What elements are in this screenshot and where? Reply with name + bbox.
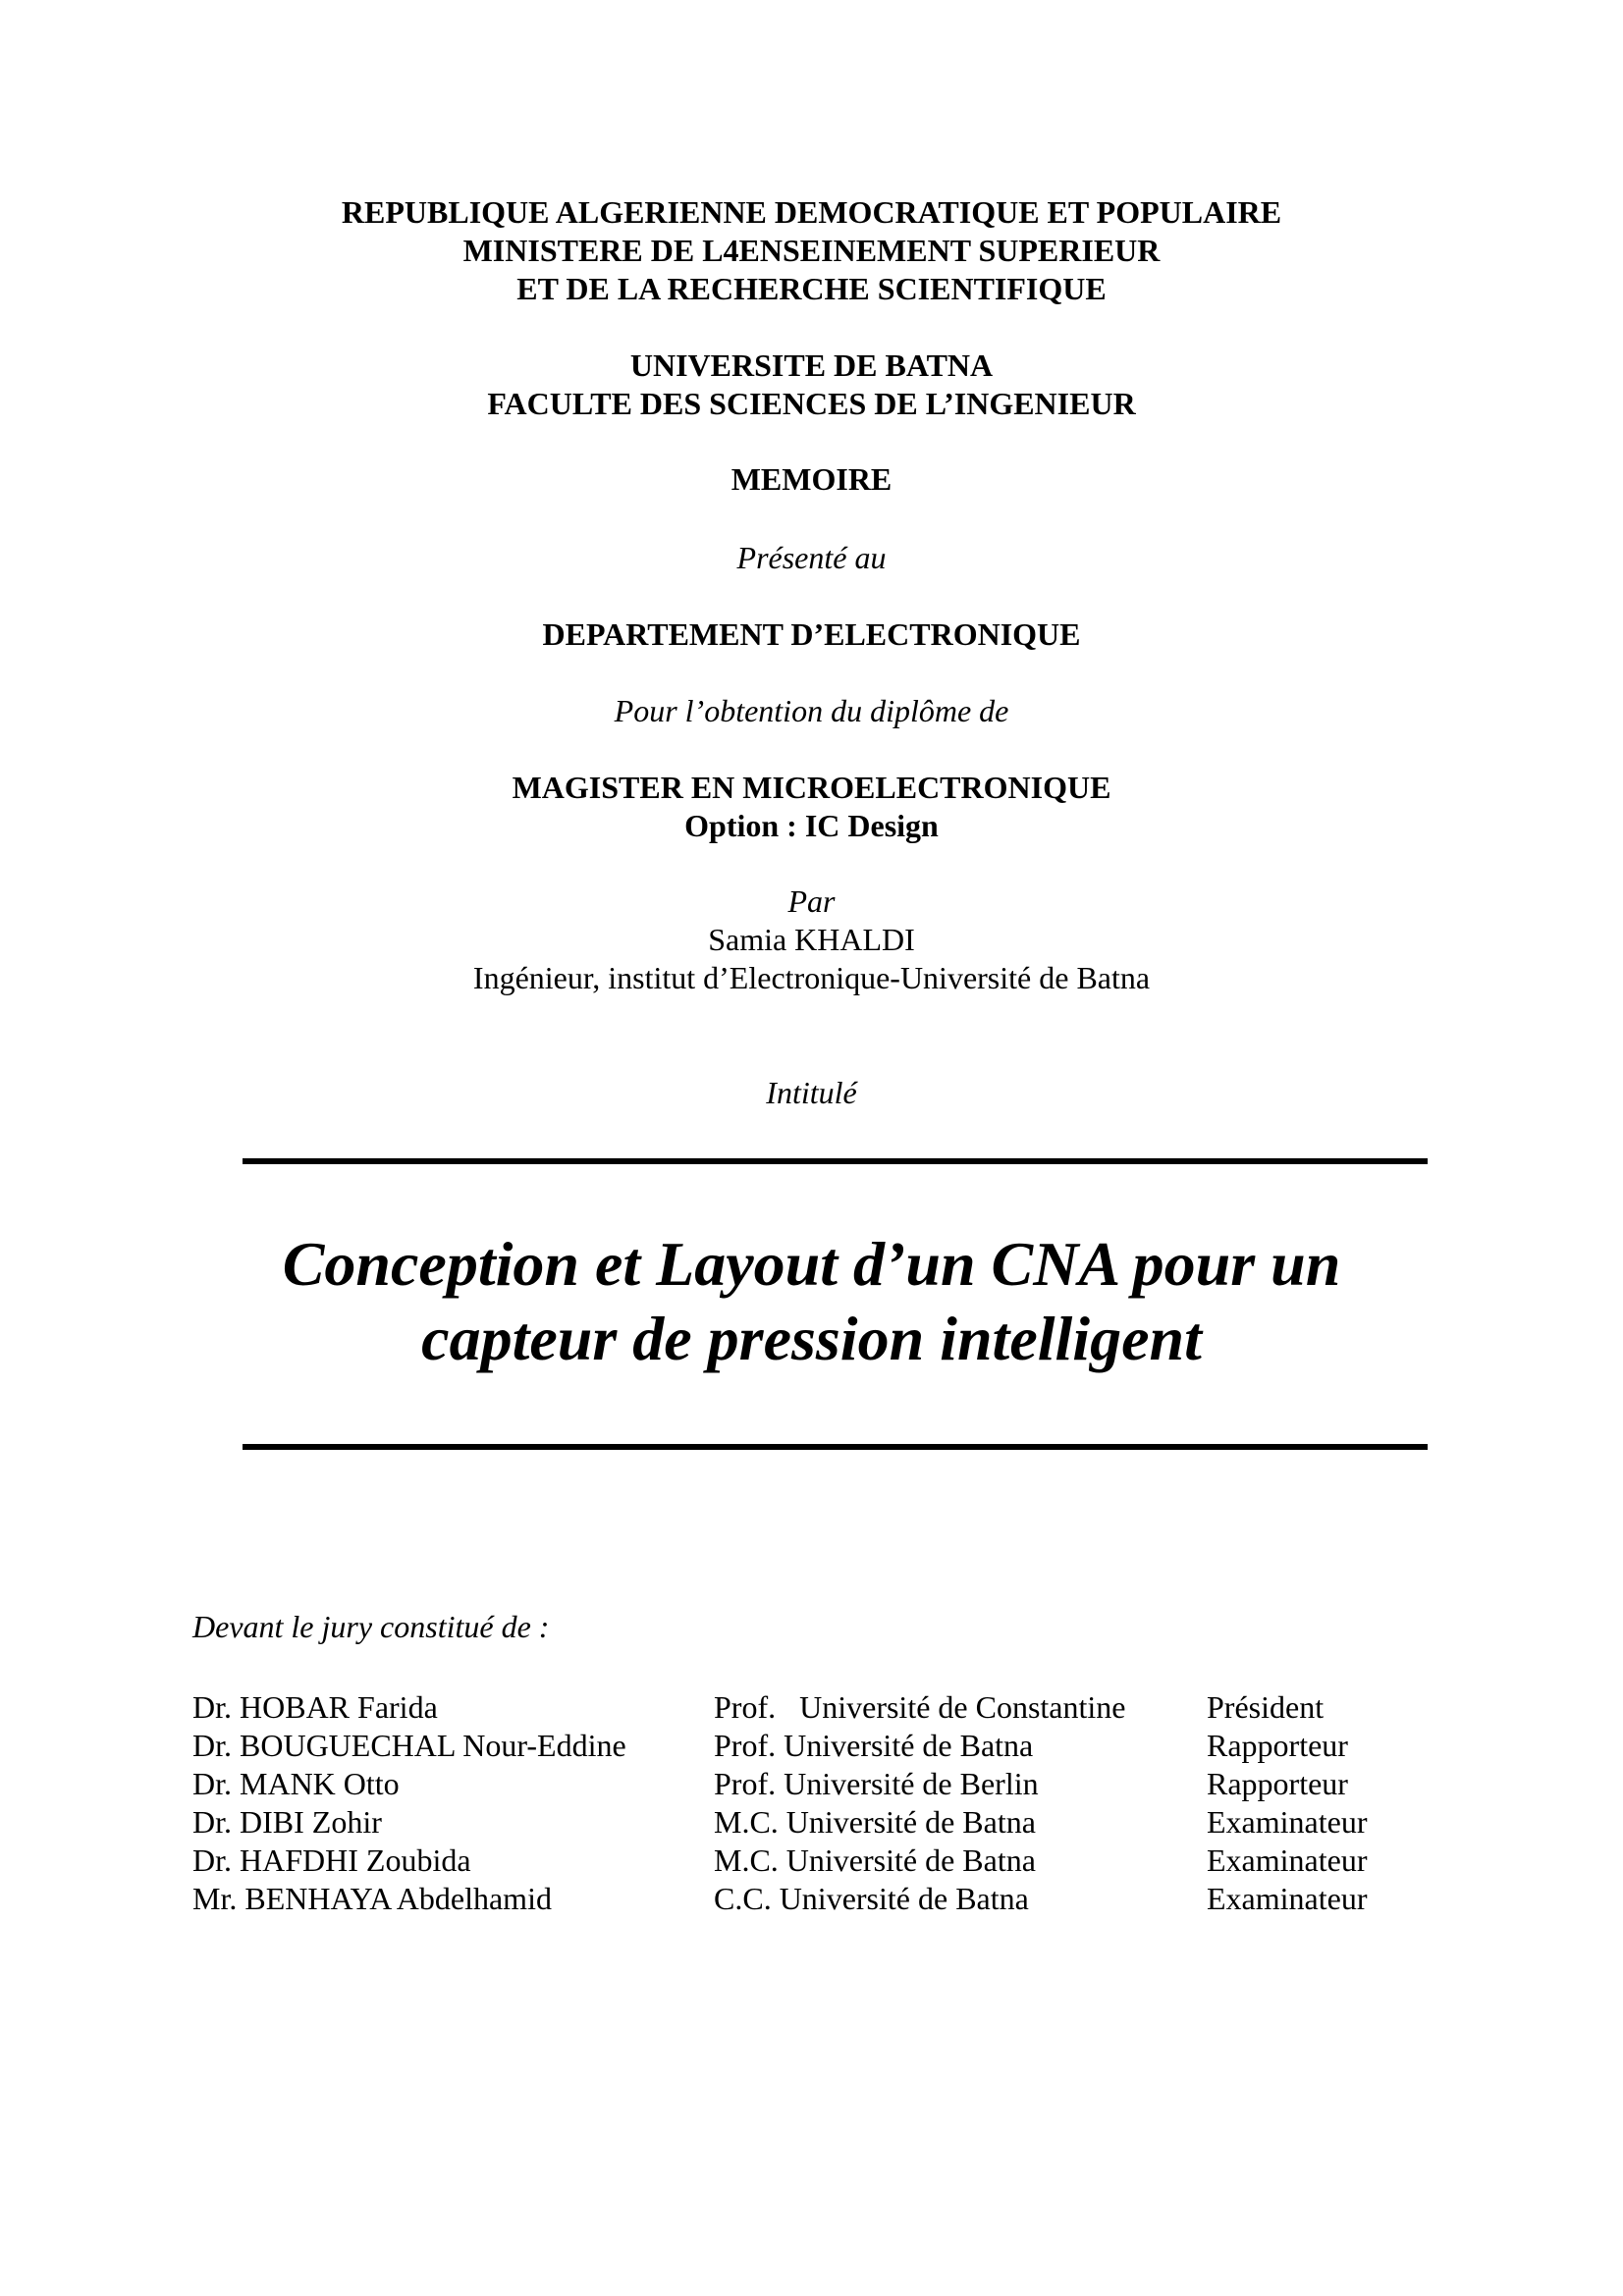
header-line-ministry: MINISTERE DE L4ENSEINEMENT SUPERIEUR: [462, 233, 1161, 268]
by-label: Par: [787, 883, 836, 919]
author-name: Samia KHALDI: [708, 922, 915, 957]
jury-member-role: Rapporteur: [1207, 1728, 1348, 1763]
jury-row: [0, 1688, 1623, 1726]
jury-row: [0, 1880, 1623, 1917]
jury-member-rank: C.C. Université de Batna: [714, 1881, 1029, 1916]
header-line-research: ET DE LA RECHERCHE SCIENTIFIQUE: [516, 271, 1107, 306]
jury-member-name: Dr. HOBAR Farida: [192, 1689, 438, 1725]
jury-member-name: Dr. DIBI Zohir: [192, 1804, 382, 1840]
title-top-rule: [243, 1158, 1428, 1164]
thesis-title-line-1: Conception et Layout d’un CNA pour un: [282, 1229, 1341, 1299]
title-bottom-rule: [243, 1444, 1428, 1450]
faculty-name: FACULTE DES SCIENCES DE L’INGENIEUR: [487, 386, 1136, 421]
jury-member-name: Dr. MANK Otto: [192, 1766, 400, 1801]
document-type: MEMOIRE: [730, 461, 893, 497]
jury-member-rank: Prof. Université de Berlin: [714, 1766, 1039, 1801]
jury-member-rank: M.C. Université de Batna: [714, 1842, 1036, 1878]
department-name: DEPARTEMENT D’ELECTRONIQUE: [542, 616, 1081, 652]
titled-label: Intitulé: [766, 1075, 857, 1110]
jury-intro: Devant le jury constitué de :: [192, 1609, 550, 1644]
jury-row: [0, 1727, 1623, 1764]
jury-member-rank: Prof. Université de Constantine: [714, 1689, 1126, 1725]
jury-member-role: Examinateur: [1207, 1881, 1368, 1916]
jury-member-name: Dr. BOUGUECHAL Nour-Eddine: [192, 1728, 626, 1763]
jury-member-rank: M.C. Université de Batna: [714, 1804, 1036, 1840]
degree-option: Option : IC Design: [684, 808, 939, 843]
presented-at-label: Présenté au: [736, 540, 887, 575]
header-line-republic: REPUBLIQUE ALGERIENNE DEMOCRATIQUE ET POPULAIRE: [341, 194, 1282, 230]
jury-member-name: Dr. HAFDHI Zoubida: [192, 1842, 471, 1878]
thesis-title-line-2: capteur de pression intelligent: [421, 1304, 1202, 1373]
jury-member-role: Président: [1207, 1689, 1325, 1725]
degree-name: MAGISTER EN MICROELECTRONIQUE: [512, 770, 1111, 805]
jury-row: [0, 1803, 1623, 1841]
jury-member-role: Rapporteur: [1207, 1766, 1348, 1801]
jury-member-role: Examinateur: [1207, 1842, 1368, 1878]
author-title: Ingénieur, institut d’Electronique-Université de Batna: [472, 960, 1151, 995]
jury-member-rank: Prof. Université de Batna: [714, 1728, 1034, 1763]
jury-member-role: Examinateur: [1207, 1804, 1368, 1840]
jury-row: [0, 1765, 1623, 1802]
jury-row: [0, 1842, 1623, 1879]
degree-intro: Pour l’obtention du diplôme de: [614, 693, 1009, 728]
jury-member-name: Mr. BENHAYA Abdelhamid: [192, 1881, 552, 1916]
university-name: UNIVERSITE DE BATNA: [629, 347, 994, 383]
